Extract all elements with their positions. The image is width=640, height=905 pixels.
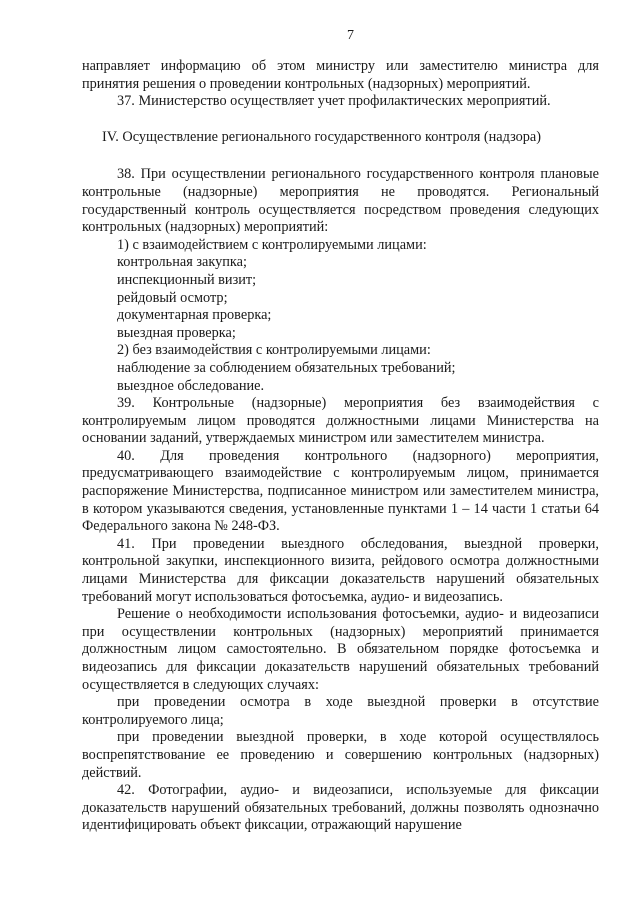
page-number: 7 [347, 28, 354, 43]
list-item: выездная проверка; [117, 324, 236, 341]
paragraph-41-decision: Решение о необходимости использования фотосъемки, аудио- и видеозаписи при осуществлении контрольных (надзорных) мероприятий принимается должностным лицом самостоятельно. В обязательном порядке фотосъемка и видеозапись для фиксации доказательств нарушений обязательных требований осуществляется в следующих случаях: [82, 606, 599, 693]
paragraph-38: 38. При осуществлении регионального государственного контроля плановые контрольные (надзорные) мероприятия не проводятся. Региональный государственный контроль осуществляется посредством проведения следующих контрольных (надзорных) мероприятий: [82, 166, 599, 236]
paragraph-41-case-2: при проведении выездной проверки, в ходе которой осуществлялось воспрепятствование ее проведению и совершению контрольных (надзорных) действий. [82, 729, 599, 781]
list-item: контрольная закупка; [117, 254, 247, 271]
paragraph-42: 42. Фотографии, аудио- и видеозаписи, используемые для фиксации доказательств нарушений обязательных требований, должны позволять однозначно идентифицировать объект фиксации, отражающий нарушение [82, 782, 599, 834]
section-heading: IV. Осуществление регионального государственного контроля (надзора) [102, 128, 542, 145]
paragraph-40: 40. Для проведения контрольного (надзорного) мероприятия, предусматривающего взаимодействие с контролируемым лицом, принимается распоряжение Министерства, подписанное министром или заместителем министра, в котором указываются сведения, установленные пунктами 1 – 14 части 1 статьи 64 Федерального закона № 248-ФЗ. [82, 447, 599, 535]
list-item: выездное обследование. [117, 377, 265, 394]
list-item: наблюдение за соблюдением обязательных требований; [117, 359, 456, 376]
paragraph-39: 39. Контрольные (надзорные) мероприятия без взаимодействия с контролируемым лицом проводятся должностными лицами Министерства на основании заданий, утверждаемых министром или заместителем министра. [82, 395, 599, 447]
paragraph-41: 41. При проведении выездного обследования, выездной проверки, контрольной закупки, инспекционного визита, рейдового осмотра должностными лицами Министерства для фиксации доказательств нарушений обязательных требований могут использоваться фотосъемка, аудио- и видеозапись. [82, 535, 599, 605]
paragraph-continuation: направляет информацию об этом министру или заместителю министра для принятия решения о проведении контрольных (надзорных) мероприятий. [82, 58, 599, 92]
list-item: рейдовый осмотр; [117, 289, 228, 306]
list-title-without-interaction: 2) без взаимодействия с контролируемыми лицами: [117, 342, 431, 359]
paragraph-41-case-1: при проведении осмотра в ходе выездной проверки в отсутствие контролируемого лица; [82, 694, 599, 728]
list-title-with-interaction: 1) с взаимодействием с контролируемыми лицами: [117, 236, 427, 253]
list-item: инспекционный визит; [117, 271, 257, 288]
list-item: документарная проверка; [117, 307, 272, 324]
paragraph-37: 37. Министерство осуществляет учет профилактических мероприятий. [117, 93, 551, 110]
